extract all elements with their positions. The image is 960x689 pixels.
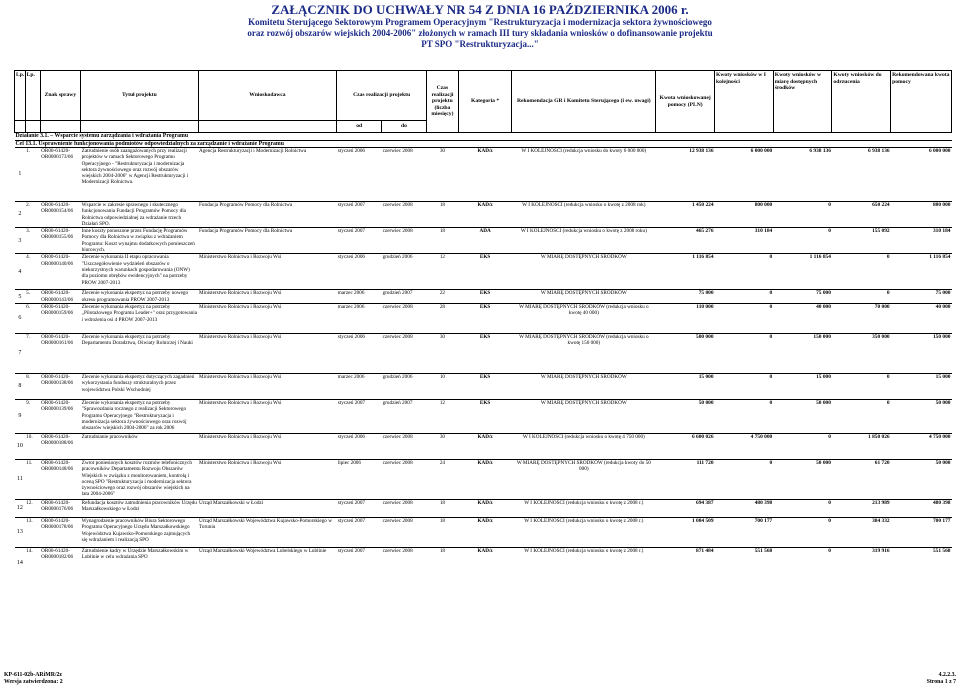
cell-kat: KAD/z [458, 148, 511, 202]
cell-kwota: 694 387 [656, 499, 715, 517]
cell-rek: W MIARĘ DOSTĘPNYCH ŚRODKÓW (redukcja kwoty do 50 000) [512, 459, 656, 499]
col-do: do [382, 121, 427, 133]
cell-tytul: Refundacja kosztów zatrudnienia pracowników Urzędu Marszałkowskiego w Łodzi [81, 499, 198, 517]
table-row [15, 333, 952, 373]
cell-kwota: 500 000 [656, 333, 715, 373]
cell-od: styczeń 2007 [337, 202, 382, 228]
cell-mies: 30 [426, 433, 458, 459]
cell-wn: Ministerstwo Rolnictwa i Rozwoju Wsi [198, 459, 337, 499]
cell-k2: 0 [773, 517, 832, 547]
table-row [15, 290, 952, 304]
table-row [15, 254, 952, 290]
table-row [15, 433, 952, 459]
cell-do: czerwiec 2008 [382, 433, 427, 459]
cell-wn: Urząd Marszałkowski w Łodzi [198, 499, 337, 517]
cell-rek: W MIARĘ DOSTĘPNYCH ŚRODKÓW [512, 254, 656, 290]
cell-tytul: Zatrudnienie osób zaangażowanych przy realizacji projektów w ramach Sektorowego Programu Operacyjnego - "Restrukturyzacja i modernizacja sektora żywnościowego oraz rozwój obszarów wiejskich 2004-2006" w Agencji Restrukturyzacji i Modernizacji Rolnictwa. [81, 148, 198, 202]
cell-rekk: 40 000 [891, 303, 952, 333]
cell-do: czerwiec 2008 [382, 333, 427, 373]
cell-kwota: 871 484 [656, 547, 715, 577]
cell-znak: OR00-61420-OR0000140/06 [40, 254, 81, 290]
cell-znak: OR00-61420-OR0000173/06 [40, 148, 81, 202]
cell-od: styczeń 2007 [337, 517, 382, 547]
cell-rekk: 310 184 [891, 228, 952, 254]
cell-kat: EKS [458, 373, 511, 399]
section-cel: Cel 13.1. Usprawnienie funkcjonowania podmiotów odpowiedzialnych za zarządzanie i wdrażanie Programu [15, 140, 952, 148]
cell-k3: 1 850 026 [832, 433, 891, 459]
cell-znak: OR00-61420-OR0000138/06 [40, 373, 81, 399]
cell-k1: 6 000 000 [715, 148, 774, 202]
table-row [15, 148, 952, 202]
cell-nr: 4. [25, 254, 40, 290]
cell-k1: 0 [715, 254, 774, 290]
cell-k2: 6 938 136 [773, 148, 832, 202]
cell-do: czerwiec 2008 [382, 517, 427, 547]
cell-rekk: 700 177 [891, 517, 952, 547]
cell-kat: ADA [458, 228, 511, 254]
cell-nr: 14. [25, 547, 40, 577]
cell-rek: W I KOLEJNOŚCI (redukcja wniosku o kwotę z 2008 r.) [512, 517, 656, 547]
cell-k2: 50 000 [773, 399, 832, 433]
cell-k2: 40 000 [773, 303, 832, 333]
cell-rek: W I KOLEJNOŚCI (redukcja wniosku o kwotę z 2008 r.) [512, 499, 656, 517]
cell-tytul: Zlecenie wykonania ekspertyz na potrzeby „Pilotażowego Programu Leader+" oraz przygotowania i wdrożenia osi 4 PROW 2007-2013 [81, 303, 198, 333]
cell-wn: Ministerstwo Rolnictwa i Rozwoju Wsi [198, 254, 337, 290]
cell-do: czerwiec 2008 [382, 202, 427, 228]
cell-od: styczeń 2006 [337, 148, 382, 202]
table-row [15, 517, 952, 547]
cell-do: czerwiec 2008 [382, 459, 427, 499]
cell-do: grudzień 2006 [382, 254, 427, 290]
cell-lp: 12 [15, 499, 26, 517]
cell-k1: 551 568 [715, 547, 774, 577]
cell-tytul: Wsparcie w zakresie sprawnego i skutecznego funkcjonowania Fundacji Programów Pomocy dla Rolnictwa odpowiedzialnej za wdrażanie trzech Działań SPO. [81, 202, 198, 228]
col-kwoty-i: Kwoty wniosków w I kolejności [715, 71, 774, 133]
table-row [15, 459, 952, 499]
cell-rek: W I KOLEJNOŚCI (redukcja wniosku o kwotę z 2008 rok) [512, 202, 656, 228]
cell-k3: 61 720 [832, 459, 891, 499]
cell-tytul: Zlecenie wykonania ekspertyz dotyczących zagadnień wykorzystania funduszy strukturalnych przez województwa Polski Wschodniej [81, 373, 198, 399]
cell-rek: W MIARĘ DOSTĘPNYCH ŚRODKÓW (redukcja wniosku o kwotę 40 000) [512, 303, 656, 333]
footer-right [927, 672, 956, 686]
cell-znak: OR00-61420-OR0000155/06 [40, 228, 81, 254]
cell-k2: 0 [773, 228, 832, 254]
header-line-3: oraz rozwój obszarów wiejskich 2004-2006" złożonych w ramach III tury składania wniosków o dofinansowanie projektu [247, 28, 713, 38]
table-row [15, 303, 952, 333]
cell-znak: OR00-61420-OR0000188/06 [40, 433, 81, 459]
cell-rek: W MIARĘ DOSTĘPNYCH ŚRODKÓW (redukcja wniosku o kwotę 150 000) [512, 333, 656, 373]
cell-rek: W MIARĘ DOSTĘPNYCH ŚRODKÓW [512, 373, 656, 399]
cell-rekk: 75 000 [891, 290, 952, 304]
cell-tytul: Zatrudnienie kadry w Urzędzie Marszałkowskim w Lublinie w celu wdrażania SPO [81, 547, 198, 577]
cell-nr: 7. [25, 333, 40, 373]
cell-kat: KAD/z [458, 459, 511, 499]
header-line-2: Komitetu Sterującego Sektorowym Programem Operacyjnym "Restrukturyzacja i modernizacja sektora żywnościowego [248, 17, 712, 27]
cell-do: grudzień 2006 [382, 373, 427, 399]
cell-rekk: 150 000 [891, 333, 952, 373]
cell-k1: 700 177 [715, 517, 774, 547]
cell-kat: KAD/z [458, 517, 511, 547]
cell-nr: 11. [25, 459, 40, 499]
cell-k1: 0 [715, 373, 774, 399]
cell-kwota: 1 116 854 [656, 254, 715, 290]
col-kwoty-odrz: Kwoty wniosków do odrzucenia [832, 71, 891, 133]
cell-k1: 480 398 [715, 499, 774, 517]
cell-k3: 650 224 [832, 202, 891, 228]
footer-version: Wersja zatwierdzona: 2 [4, 679, 63, 685]
cell-tytul: Zlecenie wykonania ekspertyz na potrzeby nowego okresu programowania PROW 2007-2013 [81, 290, 198, 304]
cell-rekk: 1 116 854 [891, 254, 952, 290]
cell-k1: 0 [715, 459, 774, 499]
cell-k3: 70 000 [832, 303, 891, 333]
cell-wn: Ministerstwo Rolnictwa i Rozwoju Wsi [198, 303, 337, 333]
cell-kat: EKS [458, 399, 511, 433]
cell-lp: 3 [15, 228, 26, 254]
cell-wn: Agencja Restrukturyzacji i Modernizacji Rolnictwa [198, 148, 337, 202]
cell-od: styczeń 2006 [337, 333, 382, 373]
cell-mies: 12 [426, 399, 458, 433]
cell-kat: EKS [458, 290, 511, 304]
cell-wn: Urząd Marszałkowski Województwa Kujawsko-Pomorskiego w Toruniu [198, 517, 337, 547]
cell-mies: 18 [426, 228, 458, 254]
cell-mies: 18 [426, 517, 458, 547]
cell-od: styczeń 2007 [337, 399, 382, 433]
cell-kwota: 465 276 [656, 228, 715, 254]
cell-wn: Ministerstwo Rolnictwa i Rozwoju Wsi [198, 333, 337, 373]
col-kwota-rek: Rekomendowana kwota pomocy [891, 71, 952, 133]
col-tytul: Tytuł projektu [81, 71, 198, 121]
cell-znak: OR00-61420-OR0000182/06 [40, 547, 81, 577]
cell-nr: 9. [25, 399, 40, 433]
cell-od: marzec 2006 [337, 373, 382, 399]
col-czas: Czas realizacji projektu [337, 71, 427, 121]
cell-mies: 10 [426, 373, 458, 399]
cell-k2: 15 000 [773, 373, 832, 399]
col-znak: Znak sprawy [40, 71, 81, 121]
col-wnioskodawca: Wnioskodawca [198, 71, 337, 121]
cell-rekk: 800 000 [891, 202, 952, 228]
cell-do: czerwiec 2008 [382, 499, 427, 517]
cell-od: styczeń 2007 [337, 228, 382, 254]
cell-k1: 4 750 000 [715, 433, 774, 459]
cell-wn: Ministerstwo Rolnictwa i Rozwoju Wsi [198, 433, 337, 459]
cell-nr: 2. [25, 202, 40, 228]
cell-lp: 2 [15, 202, 26, 228]
cell-znak: OR00-61420-OR0000178/06 [40, 517, 81, 547]
cell-nr: 10. [25, 433, 40, 459]
col-rekomendacja: Rekomendacja GR i Komitetu Sterującego (i ew. uwagi) [512, 71, 656, 133]
table-row [15, 399, 952, 433]
cell-wn: Fundacja Programów Pomocy dla Rolnictwa [198, 228, 337, 254]
table-row [15, 547, 952, 577]
cell-mies: 22 [426, 290, 458, 304]
cell-kat: EKS [458, 303, 511, 333]
cell-do: czerwiec 2008 [382, 148, 427, 202]
cell-nr: 8. [25, 373, 40, 399]
cell-k3: 6 938 136 [832, 148, 891, 202]
cell-rek: W MIARĘ DOSTĘPNYCH ŚRODKÓW [512, 290, 656, 304]
cell-lp: 7 [15, 333, 26, 373]
cell-do: czerwiec 2008 [382, 228, 427, 254]
cell-tytul: Zlecenie wykonania II etapu opracowania "Uszczegółowienie wydzieleń obszarów o niekorzystnych warunkach gospodarowania (ONW) dla poziomu obrębów ewidencyjnych" na potrzeby PROW 2007-2013 [81, 254, 198, 290]
cell-mies: 30 [426, 333, 458, 373]
col-kwota-wn: Kwota wnioskowanej pomocy (PLN) [656, 71, 715, 133]
cell-k3: 0 [832, 373, 891, 399]
cell-tytul: Zlecenie wykonania ekspertyz na potrzeby "Sprawozdania rocznego z realizacji Sektorowego Programu Operacyjnego "Restrukturyzacja i modernizacja sektora żywnościowego oraz rozwój obszarów wiejskich 2004-2006" za rok 2006 [81, 399, 198, 433]
cell-wn: Ministerstwo Rolnictwa i Rozwoju Wsi [198, 399, 337, 433]
cell-kwota: 1 450 224 [656, 202, 715, 228]
cell-mies: 18 [426, 499, 458, 517]
cell-k2: 150 000 [773, 333, 832, 373]
cell-lp: 6 [15, 303, 26, 333]
cell-k2: 0 [773, 547, 832, 577]
cell-kwota: 12 938 136 [656, 148, 715, 202]
cell-wn: Urząd Marszałkowski Województwa Lubelskiego w Lublinie [198, 547, 337, 577]
projects-table [14, 70, 952, 577]
cell-kwota: 75 000 [656, 290, 715, 304]
cell-od: styczeń 2007 [337, 499, 382, 517]
cell-kwota: 15 000 [656, 373, 715, 399]
cell-rekk: 50 000 [891, 459, 952, 499]
cell-rek: W I KOLEJNOŚCI (redukcja wniosku o kwotę z 2008 r.) [512, 547, 656, 577]
section-dzialanie: Działanie 3.1. – Wsparcie systemu zarządzania i wdrażania Programu [15, 133, 952, 141]
document-header [0, 3, 960, 50]
footer-page: Strona 1 z 7 [926, 679, 956, 685]
cell-rekk: 15 000 [891, 373, 952, 399]
table-row [15, 228, 952, 254]
cell-tytul: Zlecenie wykonania ekspertyz na potrzeby Departamentu Doradztwa, Oświaty Rolniczej i Nauki [81, 333, 198, 373]
cell-wn: Fundacja Programów Pomocy dla Rolnictwa [198, 202, 337, 228]
cell-k3: 0 [832, 254, 891, 290]
cell-wn: Ministerstwo Rolnictwa i Rozwoju Wsi [198, 373, 337, 399]
cell-kwota: 50 000 [656, 399, 715, 433]
cell-lp: 9 [15, 399, 26, 433]
footer-section: 4.2.2.3. [938, 672, 956, 678]
cell-rek: W I KOLEJNOŚCI (redukcja wniosku do kwoty 6 000 000) [512, 148, 656, 202]
cell-do: czerwiec 2008 [382, 303, 427, 333]
cell-do: czerwiec 2008 [382, 547, 427, 577]
cell-kat: KAD/z [458, 202, 511, 228]
col-kwoty-miare: Kwoty wniosków w miarę dostępnych środków [773, 71, 832, 133]
cell-mies: 30 [426, 148, 458, 202]
cell-k2: 75 000 [773, 290, 832, 304]
cell-znak: OR00-61420-OR0000154/06 [40, 202, 81, 228]
cell-rek: W MIARĘ DOSTĘPNYCH ŚRODKÓW [512, 399, 656, 433]
cell-k2: 0 [773, 433, 832, 459]
cell-nr: 5. [25, 290, 40, 304]
cell-lp: 13 [15, 517, 26, 547]
cell-znak: OR00-61420-OR0000143/06 [40, 290, 81, 304]
cell-rekk: 551 568 [891, 547, 952, 577]
cell-k3: 213 989 [832, 499, 891, 517]
cell-lp: 8 [15, 373, 26, 399]
cell-k2: 1 116 854 [773, 254, 832, 290]
table-row [15, 373, 952, 399]
cell-lp: 14 [15, 547, 26, 577]
col-lp-2: Lp. [25, 71, 40, 121]
cell-kat: KAD/z [458, 433, 511, 459]
cell-do: grudzień 2007 [382, 290, 427, 304]
cell-k2: 50 000 [773, 459, 832, 499]
cell-mies: 18 [426, 202, 458, 228]
cell-mies: 28 [426, 303, 458, 333]
cell-tytul: Zwrot poniesionych kosztów rozmów telefonicznych pracowników Departamentu Rozwoju Obszarów Wiejskich w związku z monitorowaniem, kontrolą i oceną SPO "Restrukturyzacja i modernizacja sektora żywnościowego oraz rozwój obszarów wiejskich na lata 2004-2006" [81, 459, 198, 499]
cell-mies: 18 [426, 547, 458, 577]
cell-nr: 12. [25, 499, 40, 517]
cell-rek: W I KOLEJNOŚCI (redukcja wniosku o kwotę z 2008 roku) [512, 228, 656, 254]
table-row [15, 499, 952, 517]
cell-kwota: 1 084 509 [656, 517, 715, 547]
cell-k1: 800 000 [715, 202, 774, 228]
cell-k3: 0 [832, 399, 891, 433]
col-lp-1: Lp. [15, 71, 26, 121]
cell-lp: 4 [15, 254, 26, 290]
col-kategoria: Kategoria * [458, 71, 511, 133]
cell-do: grudzień 2007 [382, 399, 427, 433]
cell-lp: 10 [15, 433, 26, 459]
header-line-4: PT SPO "Restrukturyzacja..." [421, 39, 539, 49]
cell-k3: 155 092 [832, 228, 891, 254]
cell-kat: KAD/z [458, 547, 511, 577]
cell-kat: EKS [458, 333, 511, 373]
cell-rekk: 4 750 000 [891, 433, 952, 459]
cell-kat: EKS [458, 254, 511, 290]
cell-k3: 350 000 [832, 333, 891, 373]
cell-znak: OR00-61420-OR0000148/06 [40, 459, 81, 499]
footer-code: KP-611-02b-ARiMR/2z [4, 672, 62, 678]
cell-k1: 0 [715, 333, 774, 373]
cell-od: lipiec 2006 [337, 459, 382, 499]
cell-rek: W I KOLEJNOŚCI (redukcja wniosku o kwotę 4 750 000) [512, 433, 656, 459]
cell-lp: 5 [15, 290, 26, 304]
cell-od: styczeń 2007 [337, 547, 382, 577]
cell-lp: 11 [15, 459, 26, 499]
footer-left [4, 672, 63, 686]
cell-od: marzec 2006 [337, 303, 382, 333]
cell-znak: OR00-61420-OR0000139/06 [40, 399, 81, 433]
cell-kwota: 111 720 [656, 459, 715, 499]
cell-k3: 384 332 [832, 517, 891, 547]
cell-kat: KAD/z [458, 499, 511, 517]
table-row [15, 202, 952, 228]
cell-nr: 3. [25, 228, 40, 254]
cell-k1: 0 [715, 290, 774, 304]
cell-wn: Ministerstwo Rolnictwa i Rozwoju Wsi [198, 290, 337, 304]
cell-kwota: 110 000 [656, 303, 715, 333]
cell-kwota: 6 600 026 [656, 433, 715, 459]
cell-k2: 0 [773, 499, 832, 517]
cell-k3: 319 916 [832, 547, 891, 577]
header-title: ZAŁĄCZNIK DO UCHWAŁY NR 54 Z DNIA 16 PAŹDZIERNIKA 2006 r. [271, 2, 689, 17]
cell-k1: 0 [715, 399, 774, 433]
cell-od: styczeń 2006 [337, 433, 382, 459]
cell-nr: 6. [25, 303, 40, 333]
cell-znak: OR00-61420-OR0000161/06 [40, 333, 81, 373]
cell-k1: 310 184 [715, 228, 774, 254]
cell-tytul: Zatrudnianie pracowników [81, 433, 198, 459]
cell-k2: 0 [773, 202, 832, 228]
cell-nr: 1. [25, 148, 40, 202]
cell-od: styczeń 2006 [337, 254, 382, 290]
cell-rekk: 6 000 000 [891, 148, 952, 202]
cell-nr: 13. [25, 517, 40, 547]
cell-lp: 1 [15, 148, 26, 202]
cell-od: marzec 2006 [337, 290, 382, 304]
cell-mies: 12 [426, 254, 458, 290]
cell-k3: 0 [832, 290, 891, 304]
cell-rekk: 50 000 [891, 399, 952, 433]
col-od: od [337, 121, 382, 133]
col-czas-mies: Czas realizacji projektu (liczba miesięcy) [426, 71, 458, 133]
cell-k1: 0 [715, 303, 774, 333]
cell-rekk: 480 398 [891, 499, 952, 517]
cell-znak: OR00-61420-OR0000176/06 [40, 499, 81, 517]
cell-znak: OR00-61420-OR0000159/06 [40, 303, 81, 333]
cell-tytul: Inne koszty ponoszone przez Fundację Programów Pomocy dla Rolnictwa w związku z wdrażaniem Programu: Koszt wynajmu dodatkowych pomieszczeń biurowych. [81, 228, 198, 254]
cell-mies: 24 [426, 459, 458, 499]
cell-tytul: Wynagrodzenie pracowników Biura Sektorowego Programu Operacyjnego Urzędu Marszałkowskiego Województwa Kujawsko-Pomorskiego zajmujących się wdrażaniem i realizacją SPO [81, 517, 198, 547]
